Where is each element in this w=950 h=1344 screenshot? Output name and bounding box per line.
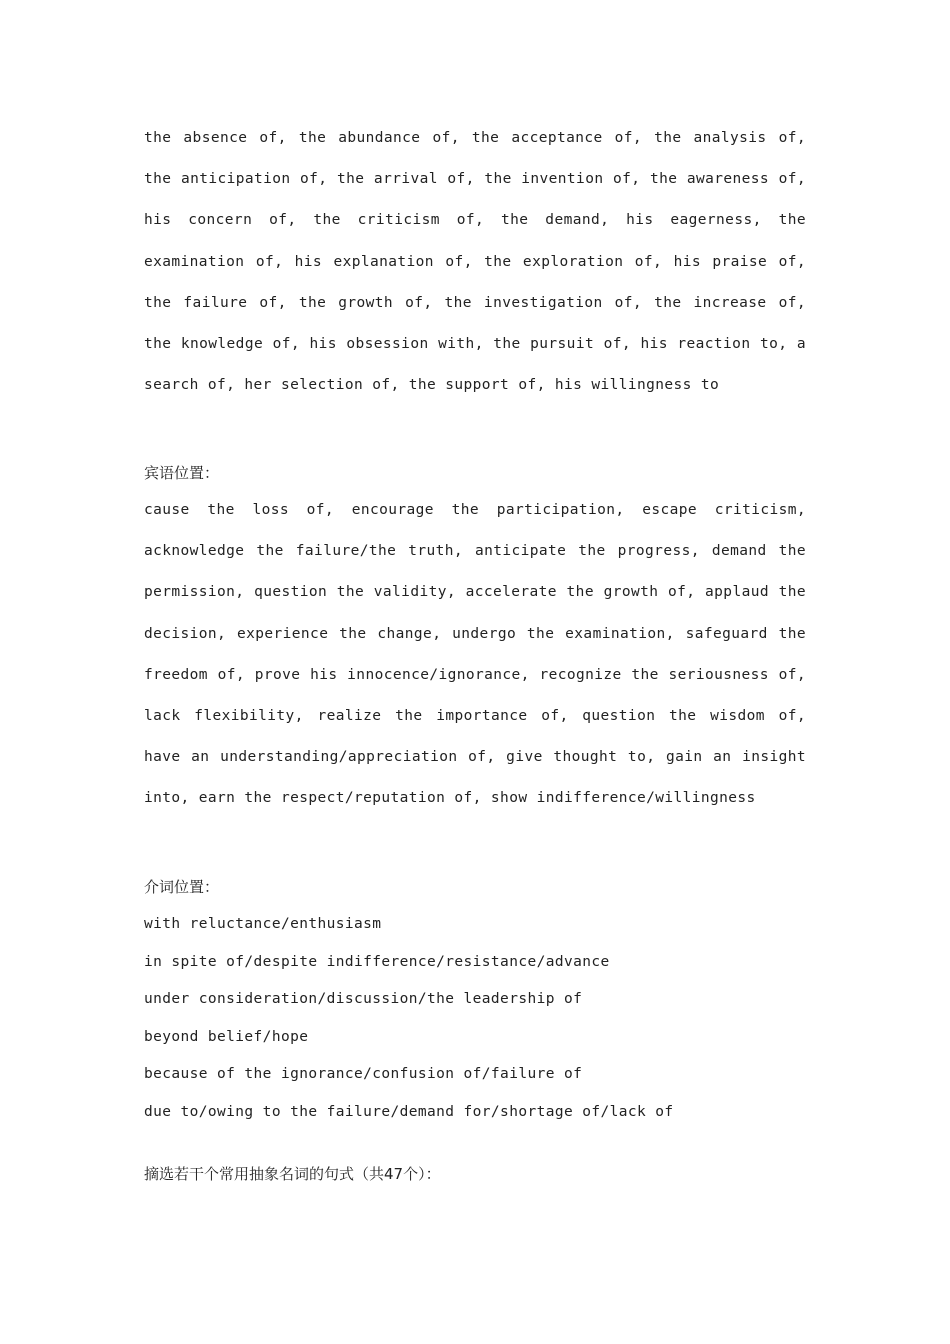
preposition-line-4: beyond belief/hope <box>144 1029 309 1045</box>
object-position-heading: 宾语位置： <box>144 464 220 482</box>
object-position-paragraph: cause the loss of, encourage the participation, escape criticism, acknowledge the failure/the truth, anticipate the progress, demand the permission, question the validity, accelerate the growth of, applaud the decision, experience the change, undergo the examination, safeguard the freedom of, prove his innocence/ignorance, recognize the seriousness of, lack flexibility, realize the importance of, question the wisdom of, have an understanding/appreciation of, give thought to, gain an insight into, earn the respect/reputation of, show indifference/willingness <box>144 502 806 807</box>
preposition-position-heading: 介词位置： <box>144 878 220 896</box>
preposition-line-6: due to/owing to the failure/demand for/shortage of/lack of <box>144 1104 674 1120</box>
preposition-line-5: because of the ignorance/confusion of/failure of <box>144 1066 583 1082</box>
subject-position-paragraph: the absence of, the abundance of, the acceptance of, the analysis of, the anticipation of, the arrival of, the invention of, the awareness of, his concern of, the criticism of, the demand, his eagerness, the examination of, his explanation of, the exploration of, his praise of, the failure of, the growth of, the investigation of, the increase of, the knowledge of, his obsession with, the pursuit of, his reaction to, a search of, her selection of, the support of, his willingness to <box>144 130 806 394</box>
preposition-line-2: in spite of/despite indifference/resistance/advance <box>144 954 610 970</box>
preposition-line-1: with reluctance/enthusiasm <box>144 916 382 932</box>
preposition-line-3: under consideration/discussion/the leadership of <box>144 991 583 1007</box>
closing-heading: 摘选若干个常用抽象名词的句式（共47个）： <box>144 1165 441 1183</box>
